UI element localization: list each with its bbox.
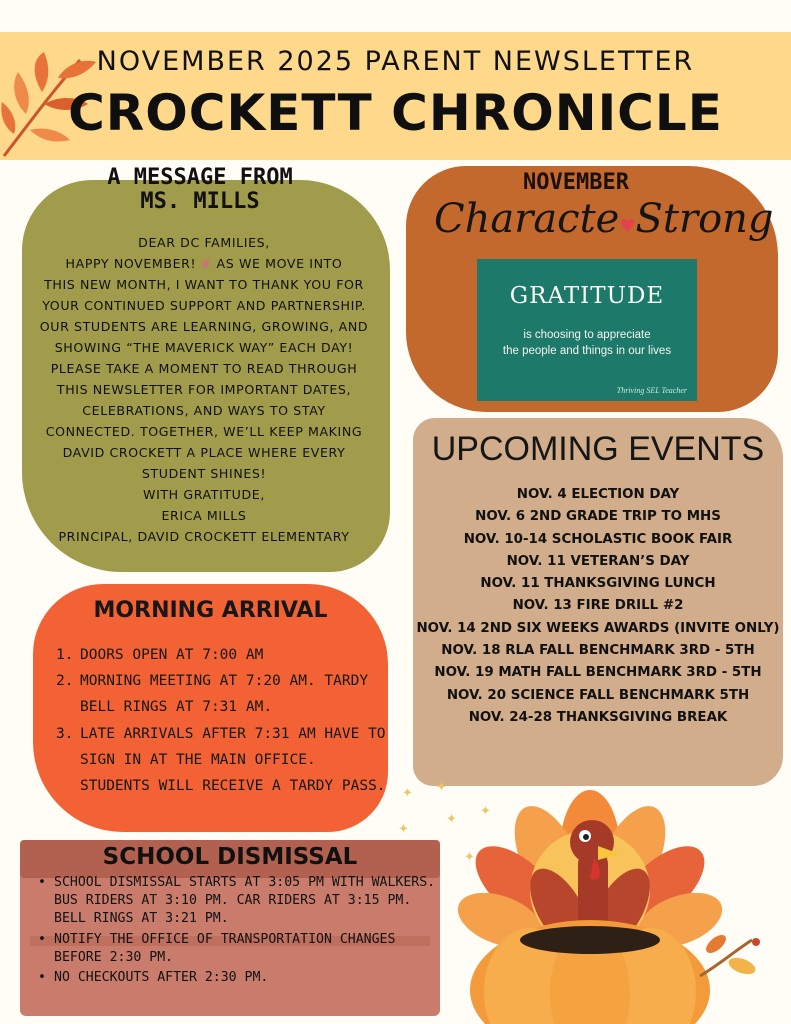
sparkle-icon: ✦	[398, 822, 409, 837]
message-line: DEAR DC FAMILIES,	[138, 235, 270, 250]
gratitude-line: is choosing to appreciate	[523, 329, 651, 341]
item-number: 2.	[56, 673, 74, 690]
message-body	[14, 232, 394, 547]
message-line: CELEBRATIONS, AND WAYS TO STAY	[82, 403, 326, 418]
message-line: ERICA MILLS	[161, 508, 247, 523]
event-item: NOV. 13 FIRE DRILL #2	[512, 598, 684, 614]
gratitude-card	[477, 259, 697, 401]
heart-icon: ♥	[619, 216, 636, 237]
event-item: NOV. 11 VETERAN’S DAY	[506, 553, 690, 569]
event-item: NOV. 6 2ND GRADE TRIP TO MHS	[475, 509, 721, 525]
events-heading: UPCOMING EVENTS	[431, 430, 765, 468]
events-list	[413, 484, 783, 729]
newsletter-subtitle: NOVEMBER 2025 PARENT NEWSLETTER	[96, 46, 695, 77]
arrival-list	[56, 642, 386, 799]
dismissal-list	[38, 874, 448, 989]
arrival-item	[56, 668, 386, 720]
message-line: YOUR CONTINUED SUPPORT AND PARTNERSHIP.	[42, 298, 366, 313]
item-text: DOORS OPEN AT 7:00 AM	[80, 647, 264, 663]
arrival-item	[56, 721, 386, 800]
item-number: 3.	[56, 725, 74, 742]
logo-text-b: Strong	[635, 196, 774, 242]
item-number: 1.	[56, 647, 74, 663]
message-line: PLEASE TAKE A MOMENT TO READ THROUGH	[50, 361, 358, 376]
gratitude-line: the people and things in our lives	[502, 345, 672, 357]
event-item: NOV. 14 2ND SIX WEEKS AWARDS (INVITE ONLY)	[416, 620, 780, 636]
arrival-heading: MORNING ARRIVAL	[93, 598, 328, 623]
turkey-pumpkin-illustration	[390, 780, 791, 1024]
gratitude-title: GRATITUDE	[509, 283, 665, 309]
logo-text-a: Characte	[434, 196, 620, 242]
event-item: NOV. 20 SCIENCE FALL BENCHMARK 5TH	[446, 687, 750, 703]
item-text: LATE ARRIVALS AFTER 7:31 AM HAVE TO SIGN IN AT THE MAIN OFFICE. STUDENTS WILL RECEIVE A TARDY PASS.	[80, 725, 386, 795]
message-line: SHOWING “THE MAVERICK WAY” EACH DAY!	[54, 340, 354, 355]
newsletter-title: CROCKETT CHRONICLE	[68, 84, 723, 142]
message-heading: A MESSAGE FROM MS. MILLS	[107, 165, 293, 214]
event-item: NOV. 4 ELECTION DAY	[516, 487, 680, 502]
event-item: NOV. 24-28 THANKSGIVING BREAK	[468, 709, 728, 725]
message-line: PRINCIPAL, DAVID CROCKETT ELEMENTARY	[58, 529, 350, 544]
event-item: NOV. 10-14 SCHOLASTIC BOOK FAIR	[463, 531, 733, 547]
gratitude-text	[477, 327, 697, 359]
newsletter-header	[0, 32, 791, 160]
sparkle-icon: ✦	[464, 850, 475, 865]
message-line-text: HAPPY NOVEMBER!	[65, 256, 197, 271]
sparkle-icon: ✦	[446, 812, 457, 827]
sparkle-icon: ✦	[402, 786, 413, 801]
dismissal-heading: SCHOOL DISMISSAL	[102, 844, 358, 870]
event-item: NOV. 18 RLA FALL BENCHMARK 3RD - 5TH	[441, 643, 755, 659]
message-line: WITH GRATITUDE,	[143, 487, 265, 502]
message-line	[14, 253, 394, 274]
character-month: NOVEMBER	[523, 170, 629, 195]
message-line: OUR STUDENTS ARE LEARNING, GROWING, AND	[39, 319, 369, 334]
dismissal-item: • NO CHECKOUTS AFTER 2:30 PM.	[38, 969, 448, 987]
item-text: MORNING MEETING AT 7:20 AM. TARDY BELL RINGS AT 7:31 AM.	[80, 673, 369, 716]
event-item: NOV. 11 THANKSGIVING LUNCH	[480, 576, 716, 592]
sparkle-icon: ✦	[436, 780, 447, 795]
leaves-icon: ❦	[200, 256, 212, 271]
message-line: STUDENT SHINES!	[141, 466, 267, 481]
dismissal-item: • SCHOOL DISMISSAL STARTS AT 3:05 PM WITH WALKERS. BUS RIDERS AT 3:10 PM. CAR RIDERS AT 3:15 PM. BELL RINGS AT 3:21 PM.	[38, 874, 448, 929]
character-strong-logo	[434, 196, 774, 242]
message-line-text: AS WE MOVE INTO	[216, 256, 343, 271]
event-item: NOV. 19 MATH FALL BENCHMARK 3RD - 5TH	[434, 665, 762, 681]
arrival-item	[56, 642, 386, 668]
dismissal-item: • NOTIFY THE OFFICE OF TRANSPORTATION CHANGES BEFORE 2:30 PM.	[38, 931, 448, 967]
message-line: THIS NEWSLETTER FOR IMPORTANT DATES,	[56, 382, 352, 397]
message-line: THIS NEW MONTH, I WANT TO THANK YOU FOR	[44, 277, 364, 292]
gratitude-signature: Thriving SEL Teacher	[616, 386, 687, 395]
message-line: CONNECTED. TOGETHER, WE’LL KEEP MAKING	[45, 424, 363, 439]
sparkle-icon: ✦	[480, 804, 491, 819]
message-line: DAVID CROCKETT A PLACE WHERE EVERY	[62, 445, 346, 460]
